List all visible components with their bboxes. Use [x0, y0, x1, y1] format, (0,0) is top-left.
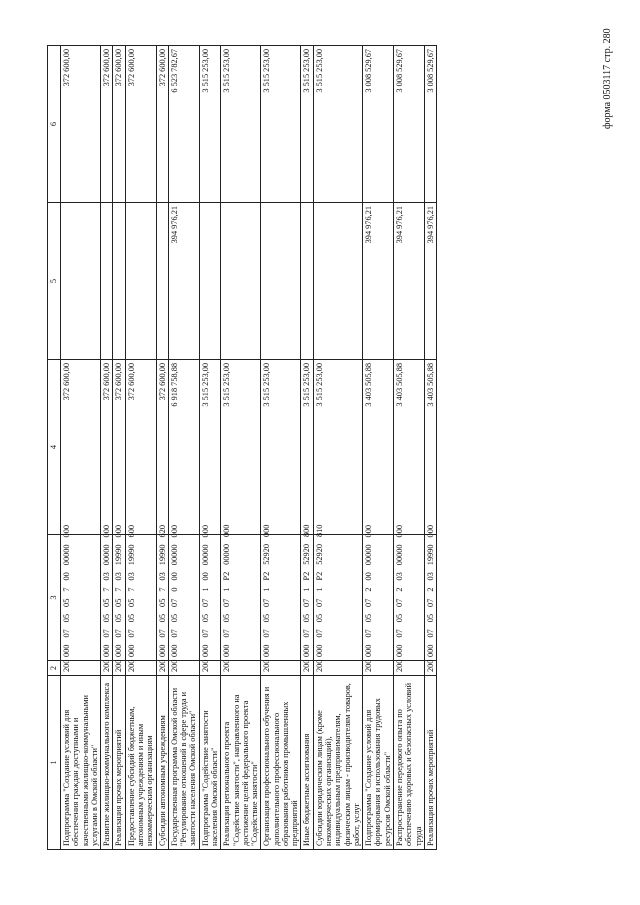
code-segment: 00 — [364, 572, 374, 581]
code-segment: 05 — [425, 613, 435, 623]
row-executed-amount — [113, 203, 125, 360]
code-segment: 07 — [62, 629, 71, 638]
code-segment: 00000 — [62, 544, 71, 566]
code-segment: 000 — [262, 644, 272, 657]
code-segment: 000 — [222, 524, 232, 537]
row-classification-code — [168, 525, 199, 661]
code-segment: P2 — [302, 571, 312, 581]
code-segment: 1 — [302, 587, 312, 592]
row-approved-amount: 372 600,00 — [156, 360, 168, 535]
code-segment: 000 — [364, 525, 374, 538]
row-name: Реализация прочих мероприятий — [424, 676, 436, 850]
code-segment: 07 — [157, 629, 167, 638]
code-segment: 07 — [395, 629, 404, 638]
row-line-code: 200 — [61, 661, 101, 676]
code-segment: 620 — [157, 525, 167, 538]
row-approved-amount: 372 600,00 — [113, 360, 125, 535]
code-segment: 000 — [169, 644, 179, 657]
row-name: Подпрограмма "Создание условий для обеспечения граждан доступными и качественными жилищно-коммунальными услугами в Омской области" — [61, 676, 101, 850]
code-segment: 07 — [302, 598, 312, 607]
row-classification-code — [101, 525, 113, 661]
row-approved-amount: 3 515 253,00 — [301, 360, 313, 535]
code-segment: 07 — [222, 629, 232, 638]
row-unexecuted-amount: 3 008 529,67 — [424, 46, 436, 203]
row-unexecuted-amount: 3 515 253,00 — [261, 46, 301, 203]
row-approved-amount: 3 515 253,00 — [313, 360, 362, 535]
code-segment: 07 — [200, 598, 210, 607]
row-name: Организация профессионального обучения и дополнительного профессионального образования работников промышленных предприятий — [261, 676, 301, 850]
row-unexecuted-amount: 6 523 782,67 — [168, 46, 199, 203]
code-segment: 05 — [126, 613, 136, 623]
table-body — [48, 46, 437, 850]
row-approved-amount: 372 600,00 — [61, 360, 101, 535]
code-segment: 05 — [102, 598, 112, 607]
row-approved-amount: 372 600,00 — [101, 360, 113, 535]
row-name: Реализация прочих мероприятий — [113, 676, 125, 850]
table-row — [61, 46, 101, 850]
code-segment: 03 — [395, 572, 404, 581]
code-segment: 07 — [102, 629, 112, 638]
row-unexecuted-amount: 3 515 253,00 — [221, 46, 261, 203]
row-unexecuted-amount: 372 600,00 — [61, 46, 101, 203]
code-segment: 000 — [157, 644, 167, 657]
header-cell-6: 6 — [48, 46, 61, 203]
row-line-code: 200 — [363, 661, 394, 676]
row-executed-amount: 394 976,21 — [424, 203, 436, 360]
code-segment: 000 — [395, 644, 404, 657]
code-segment: 05 — [62, 613, 71, 623]
code-segment: 00000 — [102, 544, 112, 566]
row-executed-amount: 394 976,21 — [168, 203, 199, 360]
code-segment: 000 — [364, 644, 374, 657]
row-line-code: 200 — [125, 661, 156, 676]
row-line-code: 200 — [168, 661, 199, 676]
row-executed-amount — [261, 203, 301, 360]
row-name: Развитие жилищно-коммунального комплекса — [101, 676, 113, 850]
code-segment: 000 — [126, 644, 136, 657]
code-segment: 07 — [169, 629, 179, 638]
row-approved-amount: 372 600,00 — [125, 360, 156, 535]
code-segment: 05 — [364, 613, 374, 623]
code-segment: 00 — [200, 572, 210, 581]
code-segment: 52920 — [262, 543, 272, 565]
table-row — [101, 46, 113, 850]
code-segment: 03 — [425, 572, 435, 581]
code-segment: 52920 — [302, 543, 312, 565]
row-unexecuted-amount: 372 600,00 — [113, 46, 125, 203]
row-classification-code — [221, 524, 261, 661]
code-segment: 000 — [62, 525, 71, 538]
row-unexecuted-amount: 372 600,00 — [101, 46, 113, 203]
code-segment: 7 — [62, 587, 71, 592]
row-executed-amount — [101, 203, 113, 360]
code-segment: 07 — [314, 598, 324, 607]
row-executed-amount — [301, 203, 313, 360]
report-table — [47, 45, 437, 850]
header-cell-2: 2 — [48, 661, 61, 676]
code-segment: 05 — [302, 613, 312, 623]
code-segment: 03 — [102, 572, 112, 581]
row-executed-amount — [156, 203, 168, 360]
row-approved-amount: 3 403 505,88 — [424, 360, 436, 535]
code-segment: 7 — [126, 587, 136, 592]
row-approved-amount: 3 515 253,00 — [221, 360, 261, 535]
code-segment: 07 — [169, 598, 179, 607]
code-segment: 07 — [314, 629, 324, 638]
code-segment: 000 — [222, 644, 232, 657]
code-segment: P2 — [262, 571, 272, 581]
code-segment: 00 — [62, 572, 71, 581]
code-segment: 05 — [62, 598, 71, 607]
row-executed-amount — [125, 203, 156, 360]
row-line-code: 200 — [113, 661, 125, 676]
code-segment: 03 — [126, 572, 136, 581]
code-segment: 2 — [364, 587, 374, 592]
code-segment: 000 — [102, 525, 112, 538]
code-segment: 00000 — [169, 544, 179, 566]
code-segment: 07 — [395, 598, 404, 607]
row-classification-code — [113, 525, 125, 661]
row-unexecuted-amount: 3 008 529,67 — [394, 46, 425, 203]
code-segment: 05 — [395, 613, 404, 623]
row-approved-amount: 3 515 253,00 — [261, 360, 301, 535]
code-segment: 1 — [314, 587, 324, 592]
table-row — [168, 46, 199, 850]
code-segment: 800 — [302, 524, 312, 537]
code-segment: 07 — [200, 629, 210, 638]
row-name: Иные бюджетные ассигнования — [301, 676, 313, 850]
code-segment: 03 — [157, 572, 167, 581]
code-segment: 000 — [114, 644, 124, 657]
code-segment: 19990 — [157, 544, 167, 566]
row-name: Субсидии юридическим лицам (кроме некоммерческих организаций), индивидуальным предпринимателям, физическим лицам - производителям товаров, работ, услуг — [313, 676, 362, 850]
row-classification-code — [301, 524, 313, 661]
table-row — [261, 46, 301, 850]
row-executed-amount: 394 976,21 — [394, 203, 425, 360]
table-row — [394, 46, 425, 850]
row-line-code: 200 — [221, 661, 261, 676]
row-line-code: 200 — [156, 661, 168, 676]
code-segment: 00000 — [222, 543, 232, 565]
row-name: Реализация регионального проекта "Содействие занятости", направленного на достижение целей федерального проекта "Содействие занятости" — [221, 676, 261, 850]
code-segment: 7 — [157, 587, 167, 592]
code-segment: 07 — [114, 629, 124, 638]
code-segment: 00000 — [364, 544, 374, 566]
code-segment: 19990 — [114, 544, 124, 566]
code-segment: 000 — [200, 644, 210, 657]
code-segment: 000 — [425, 525, 435, 538]
code-segment: 07 — [126, 629, 136, 638]
code-segment: 05 — [157, 613, 167, 623]
code-segment: 52920 — [314, 543, 324, 565]
table-row — [313, 46, 362, 850]
row-classification-code — [125, 525, 156, 661]
row-classification-code — [156, 525, 168, 661]
row-classification-code — [313, 524, 362, 661]
row-line-code: 200 — [313, 661, 362, 676]
code-segment: 05 — [114, 613, 124, 623]
code-segment: 05 — [157, 598, 167, 607]
code-segment: 1 — [262, 587, 272, 592]
row-name: Государственная программа Омской области "Регулирование отношений в сфере труда и занятости населения Омской области" — [168, 676, 199, 850]
row-approved-amount: 3 515 253,00 — [199, 360, 221, 535]
code-segment: 05 — [200, 613, 210, 623]
row-classification-code — [61, 525, 101, 661]
code-segment: 000 — [395, 525, 404, 538]
header-cell-1: 1 — [48, 676, 61, 850]
code-segment: 07 — [425, 598, 435, 607]
code-segment: 2 — [425, 587, 435, 592]
row-line-code: 200 — [424, 661, 436, 676]
code-segment: 05 — [222, 613, 232, 623]
row-name: Подпрограмма "Содействие занятости населения Омской области" — [199, 676, 221, 850]
code-segment: 05 — [314, 613, 324, 623]
row-line-code: 200 — [261, 661, 301, 676]
row-executed-amount — [221, 203, 261, 360]
row-executed-amount — [61, 203, 101, 360]
form-label: форма 0503117 стр. 280 — [602, 28, 613, 129]
table-row — [301, 46, 313, 850]
code-segment: P2 — [314, 571, 324, 581]
code-segment: 00000 — [395, 544, 404, 566]
header-cell-5: 5 — [48, 203, 61, 360]
table-row — [424, 46, 436, 850]
code-segment: 19990 — [425, 544, 435, 566]
code-segment: 000 — [314, 644, 324, 657]
row-classification-code — [199, 525, 221, 661]
code-segment: 07 — [302, 629, 312, 638]
code-segment: 03 — [114, 572, 124, 581]
row-line-code: 200 — [301, 661, 313, 676]
code-segment: 000 — [62, 644, 71, 657]
row-unexecuted-amount: 372 600,00 — [125, 46, 156, 203]
code-segment: 07 — [222, 598, 232, 607]
code-segment: 07 — [262, 598, 272, 607]
code-segment: 05 — [126, 598, 136, 607]
code-segment: 07 — [425, 629, 435, 638]
row-name: Подпрограмма "Создание условий для формирования и использования трудовых ресурсов Омской области" — [363, 676, 394, 850]
row-name: Предоставление субсидий бюджетным, автономным учреждениям и иным некоммерческим организациям — [125, 676, 156, 850]
header-cell-4: 4 — [48, 360, 61, 535]
row-name: Субсидии автономным учреждениям — [156, 676, 168, 850]
table-row — [363, 46, 394, 850]
row-unexecuted-amount: 3 515 253,00 — [301, 46, 313, 203]
header-row — [48, 46, 61, 850]
code-segment: 000 — [114, 525, 124, 538]
code-segment: P2 — [222, 571, 232, 581]
row-line-code: 200 — [199, 661, 221, 676]
code-segment: 7 — [102, 587, 112, 592]
code-segment: 7 — [114, 587, 124, 592]
code-segment: 0 — [169, 587, 179, 592]
row-line-code: 200 — [394, 661, 425, 676]
code-segment: 1 — [222, 587, 232, 592]
code-segment: 05 — [102, 613, 112, 623]
code-segment: 600 — [126, 525, 136, 538]
row-unexecuted-amount: 372 600,00 — [156, 46, 168, 203]
code-segment: 05 — [262, 613, 272, 623]
row-line-code: 200 — [101, 661, 113, 676]
code-segment: 05 — [169, 613, 179, 623]
code-segment: 000 — [425, 644, 435, 657]
header-cell-3: 3 — [48, 535, 61, 661]
row-approved-amount: 3 403 505,88 — [363, 360, 394, 535]
table-row — [156, 46, 168, 850]
code-segment: 000 — [102, 644, 112, 657]
code-segment: 19990 — [126, 544, 136, 566]
table-row — [125, 46, 156, 850]
row-classification-code — [424, 525, 436, 661]
table-row — [221, 46, 261, 850]
row-approved-amount: 3 403 505,88 — [394, 360, 425, 535]
code-segment: 000 — [302, 644, 312, 657]
code-segment: 00 — [169, 572, 179, 581]
row-executed-amount: 394 976,21 — [363, 203, 394, 360]
row-executed-amount — [313, 203, 362, 360]
row-unexecuted-amount: 3 008 529,67 — [363, 46, 394, 203]
code-segment: 1 — [200, 587, 210, 592]
row-approved-amount: 6 918 758,88 — [168, 360, 199, 535]
row-classification-code — [363, 525, 394, 661]
code-segment: 05 — [114, 598, 124, 607]
code-segment: 07 — [364, 629, 374, 638]
table-row — [199, 46, 221, 850]
code-segment: 07 — [262, 629, 272, 638]
code-segment: 000 — [200, 525, 210, 538]
row-unexecuted-amount: 3 515 253,00 — [313, 46, 362, 203]
code-segment: 2 — [395, 587, 404, 592]
row-unexecuted-amount: 3 515 253,00 — [199, 46, 221, 203]
table-row — [113, 46, 125, 850]
code-segment: 00000 — [200, 544, 210, 566]
row-classification-code — [394, 525, 425, 661]
row-classification-code — [261, 524, 301, 661]
row-executed-amount — [199, 203, 221, 360]
row-name: Распространение передового опыта по обеспечению здоровых и безопасных условий труда — [394, 676, 425, 850]
code-segment: 810 — [314, 524, 324, 537]
code-segment: 07 — [364, 598, 374, 607]
code-segment: 000 — [262, 524, 272, 537]
code-segment: 000 — [169, 525, 179, 538]
